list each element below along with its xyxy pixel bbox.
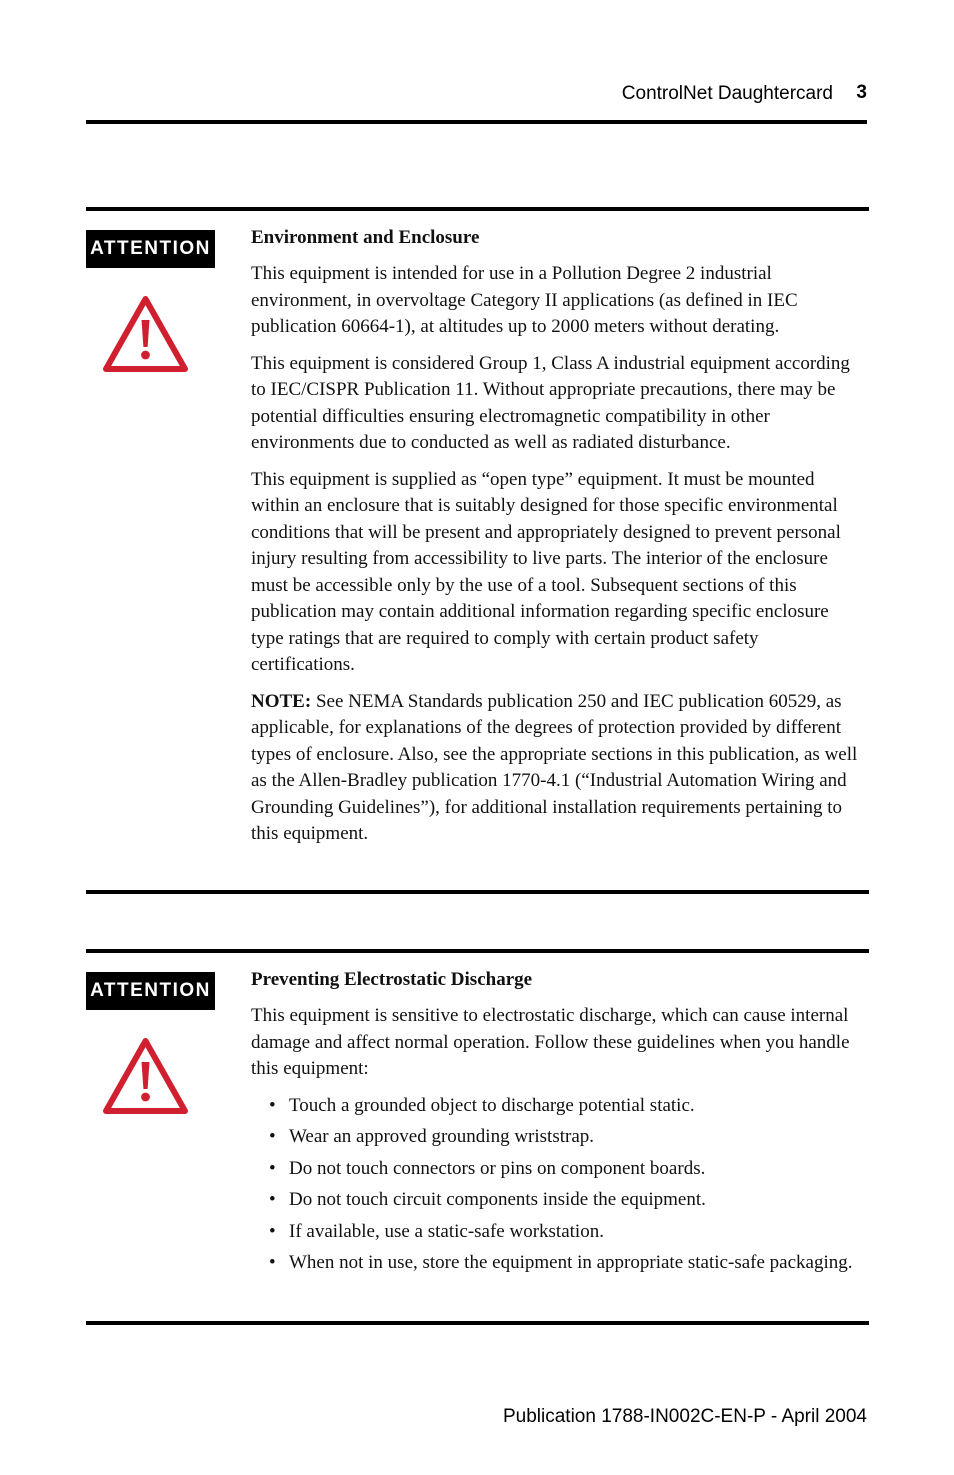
notice-content xyxy=(251,225,866,858)
list-item: • If available, use a static-safe workstation. xyxy=(269,1219,866,1246)
page-header xyxy=(86,80,867,124)
guideline-list xyxy=(251,1093,866,1277)
list-item: • When not in use, store the equipment in appropriate static-safe packaging. xyxy=(269,1250,866,1277)
notice-paragraph: This equipment is sensitive to electrostatic discharge, which can cause internal damage and affect normal operation. Follow these guidelines when you handle this equipment: xyxy=(251,1005,850,1079)
list-item: • Do not touch connectors or pins on component boards. xyxy=(269,1156,866,1183)
notice-paragraph: This equipment is considered Group 1, Class A industrial equipment according to IEC/CISPR Publication 11. Without appropriate precautions, there may be potential difficulties ensuring electromagnetic compatibility in other environments due to conducted as well as radiated disturbance. xyxy=(251,352,850,453)
footer-publication: Publication 1788-IN002C-EN-P - April 2004 xyxy=(502,1406,867,1427)
attention-badge: ATTENTION xyxy=(86,230,215,268)
warning-triangle-icon xyxy=(103,296,188,372)
notice-content xyxy=(251,967,866,1282)
list-item: • Do not touch circuit components inside the equipment. xyxy=(269,1187,866,1214)
attention-badge: ATTENTION xyxy=(86,972,215,1010)
header-title: ControlNet Daughtercard xyxy=(621,83,833,104)
list-item: • Wear an approved grounding wriststrap. xyxy=(269,1124,866,1151)
page-number: 3 xyxy=(856,82,867,103)
notice-heading: Preventing Electrostatic Discharge xyxy=(251,969,533,990)
notice-paragraph: This equipment is intended for use in a Pollution Degree 2 industrial environment, in overvoltage Category II applications (as defined in IEC publication 60664-1), at altitudes up to 2000 meters without derating. xyxy=(251,263,798,337)
notice-paragraph: This equipment is supplied as “open type” equipment. It must be mounted within an enclosure that is suitably designed for those specific environmental conditions that will be present and appropriately designed to prevent personal injury resulting from accessibility to live parts. The interior of the enclosure must be accessible only by the use of a tool. Subsequent sections of this publication may contain additional information regarding specific enclosure type ratings that are required to comply with certain product safety certifications. xyxy=(251,468,841,675)
note-paragraph xyxy=(251,689,866,848)
warning-triangle-icon xyxy=(103,1038,188,1114)
notice-heading: Environment and Enclosure xyxy=(251,227,480,248)
note-label: NOTE: xyxy=(251,690,312,712)
attention-notice-environment xyxy=(86,207,869,894)
attention-notice-esd xyxy=(86,949,869,1325)
note-text: See NEMA Standards publication 250 and IEC publication 60529, as applicable, for explanations of the degrees of protection provided by different types of enclosure. Also, see the appropriate sections in this publication, as well as the Allen-Bradley publication 1770-4.1 (“Industrial Automation Wiring and Grounding Guidelines”), for additional installation requirements pertaining to this equipment. xyxy=(251,690,858,844)
list-item: • Touch a grounded object to discharge potential static. xyxy=(269,1093,866,1120)
